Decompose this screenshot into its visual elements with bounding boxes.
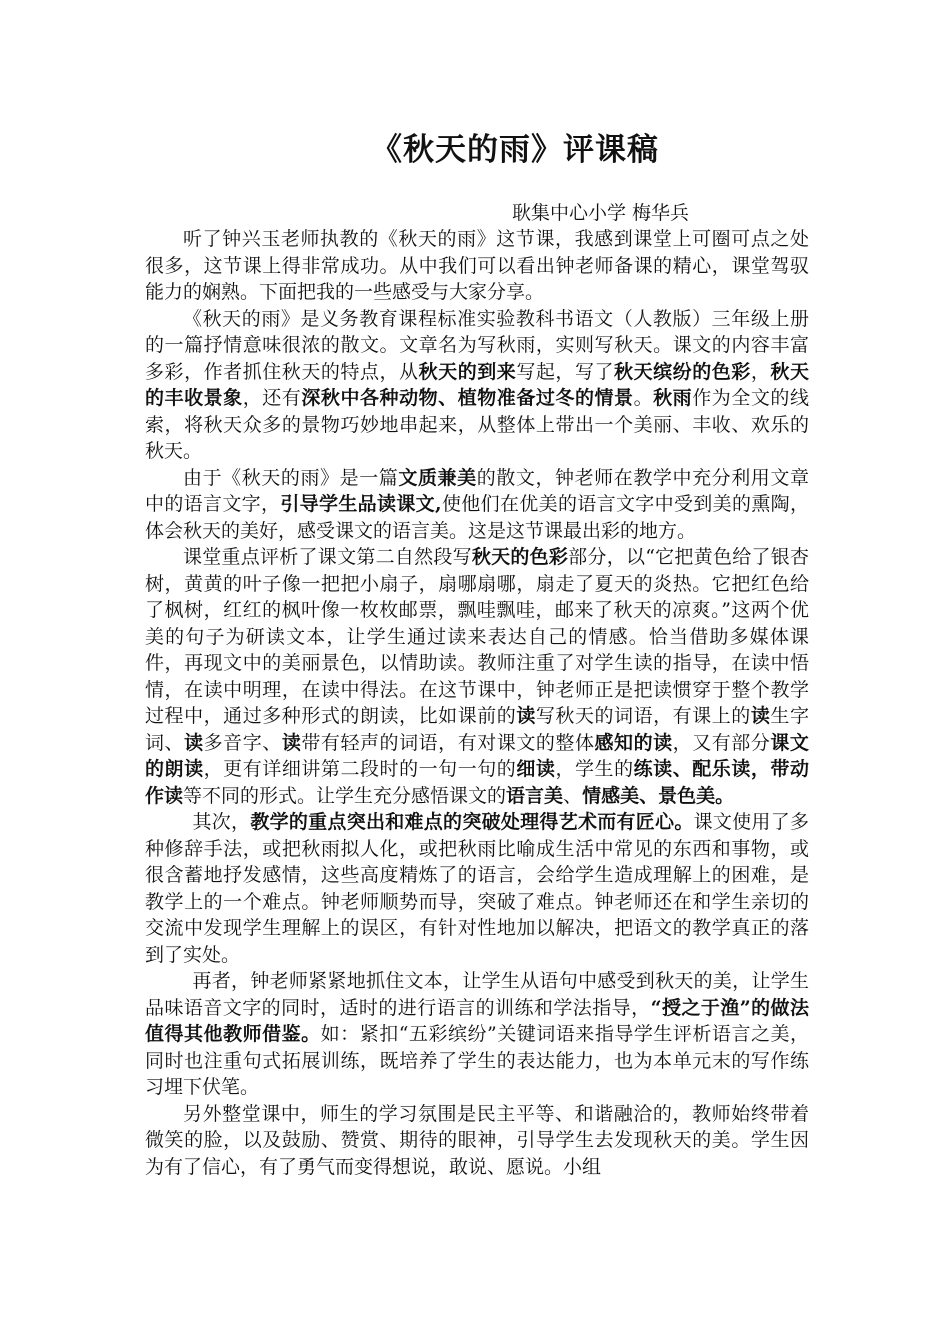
body-text: 如：紧扣“五彩缤纷”关键词语来指导学生评析语言之美，同时也注重句式拓展训练，既培养了学生的表达能力，也为本单元末的写作练习埋下伏笔。 [145,1023,809,1098]
body-text: 。 [633,387,654,409]
body-text: 作为全文的线索，将秋天众多的景物巧妙地串起来，从整体上带出一个美丽、丰收、欢乐的秋天。 [145,387,809,462]
body-text: 生字词、 [145,705,809,754]
document-title: 《秋天的雨》评课稿 [371,132,659,168]
body-text: 再者，钟老师紧紧地抓住文本，让学生从语句中感受到秋天的美，让学生品味语音文字的同时，适时的进行语言的训练和学法指导， [145,970,809,1019]
body-text: ，更有详细讲第二段时的一句一句的 [203,758,517,780]
body-text: 多音字、 [203,731,282,754]
emphasis-text: “授之于渔”的做法值得其他教师借鉴。 [145,996,809,1045]
body-text: ，学生的 [555,758,634,780]
body-text: ， [750,360,771,383]
emphasis-text: 秋天的色彩 [471,546,569,568]
body-text: ，还有 [242,387,302,409]
paragraph [145,809,809,968]
body-text: 课堂重点评析了课文第二自然段写 [183,546,472,568]
emphasis-text: 秋天的到来 [418,360,517,383]
author-line: 耿集中心小学 梅华兵 [512,202,690,224]
body-text: 使他们在优美的语言文字中受到美的熏陶，体会秋天的美好，感受课文的语言美。这是这节课最出彩的地方。 [145,493,809,542]
paragraph [145,1101,809,1181]
body-text: 另外整堂课中，师生的学习氛围是民主平等、和谐融洽的，教师始终带着微笑的脸，以及鼓励、赞赏、期待的眼神，引导学生去发现秋天的美。学生因为有了信心，有了勇气而变得想说，敢说、愿说。小组 [145,1102,809,1178]
body-text: 带有轻声的词语，有对课文的整体 [301,731,595,754]
body-text: 、 [563,784,583,807]
body-text: 的散文，钟老师在教学中充分利用文章中的语言文字， [145,466,809,515]
emphasis-text: 引导学生品读课文, [280,493,442,515]
document-body [145,226,809,1180]
body-text: 等不同的形式。让学生充分感悟课文的 [183,784,507,807]
body-text: 其次， [192,811,251,833]
paragraph [145,465,809,545]
body-text: 由于《秋天的雨》是一篇 [183,466,399,489]
emphasis-text: 感知的读 [594,731,673,754]
emphasis-text: 细读 [516,758,556,780]
body-text: 听了钟兴玉老师执教的《秋天的雨》这节课，我感到课堂上可圈可点之处很多，这节课上得非常成功。从中我们可以看出钟老师备课的精心，课堂驾驭能力的娴熟。下面把我的一些感受与大家分享。 [145,228,809,303]
body-text: ，又有部分 [672,731,771,754]
emphasis-text: 读 [516,705,536,727]
emphasis-text: 情感美、景色美。 [582,784,735,807]
paragraph [145,544,809,809]
paragraph [145,306,809,465]
body-text: 部分，以“它把黄色给了银杏树，黄黄的叶子像一把把小扇子，扇哪扇哪，扇走了夏天的炎热。它把红色给了枫树，红红的枫叶像一枚枚邮票，飘哇飘哇，邮来了秋天的凉爽。”这两个优美的句子为研读文本，让学生通过读来表达自己的情感。恰当借助多媒体课件，再现文中的美丽景色，以情助读。教师注重了对学生读的指导，在读中悟情，在读中明理，在读中得法。在这节课中，钟老师正是把读惯穿于整个教学过程中，通过多种形式的朗读，比如课前的 [145,546,809,727]
emphasis-text: 练读、配乐读，带动作读 [145,758,809,807]
emphasis-text: 读 [184,731,204,754]
body-text: 写秋天的词语，有课上的 [535,705,751,727]
emphasis-text: 读 [281,731,302,754]
paragraph [145,226,809,306]
emphasis-text: 深秋中各种动物、植物准备过冬的情景 [301,387,634,409]
emphasis-text: 秋雨 [653,387,693,409]
emphasis-text: 课文的朗读 [145,731,809,780]
emphasis-text: 文质兼美 [398,466,477,489]
body-text: 写起，写了 [516,360,615,383]
body-text: 课文使用了多种修辞手法，或把秋雨拟人化，或把秋雨比喻成生活中常见的东西和事物，或很含蓄地抒发感情，这些高度精炼了的语言，会给学生造成理解上的困难，是教学上的一个难点。钟老师顺势而导，突破了难点。钟老师还在和学生亲切的交流中发现学生理解上的误区，有针对性地加以解决，把语文的教学真正的落到了实处。 [145,811,809,966]
emphasis-text: 语言美 [506,784,564,807]
emphasis-text: 秋天的丰收景象 [145,360,809,409]
body-text: 《秋天的雨》是义务教育课程标准实验教科书语文（人教版）三年级上册的一篇抒情意味很浓的散文。文章名为写秋雨，实则写秋天。课文的内容丰富多彩，作者抓住秋天的特点，从 [145,307,809,383]
paragraph [145,968,809,1101]
emphasis-text: 教学的重点突出和难点的突破处理得艺术而有匠心。 [250,811,694,833]
emphasis-text: 读 [750,705,771,727]
emphasis-text: 秋天缤纷的色彩 [614,360,751,383]
